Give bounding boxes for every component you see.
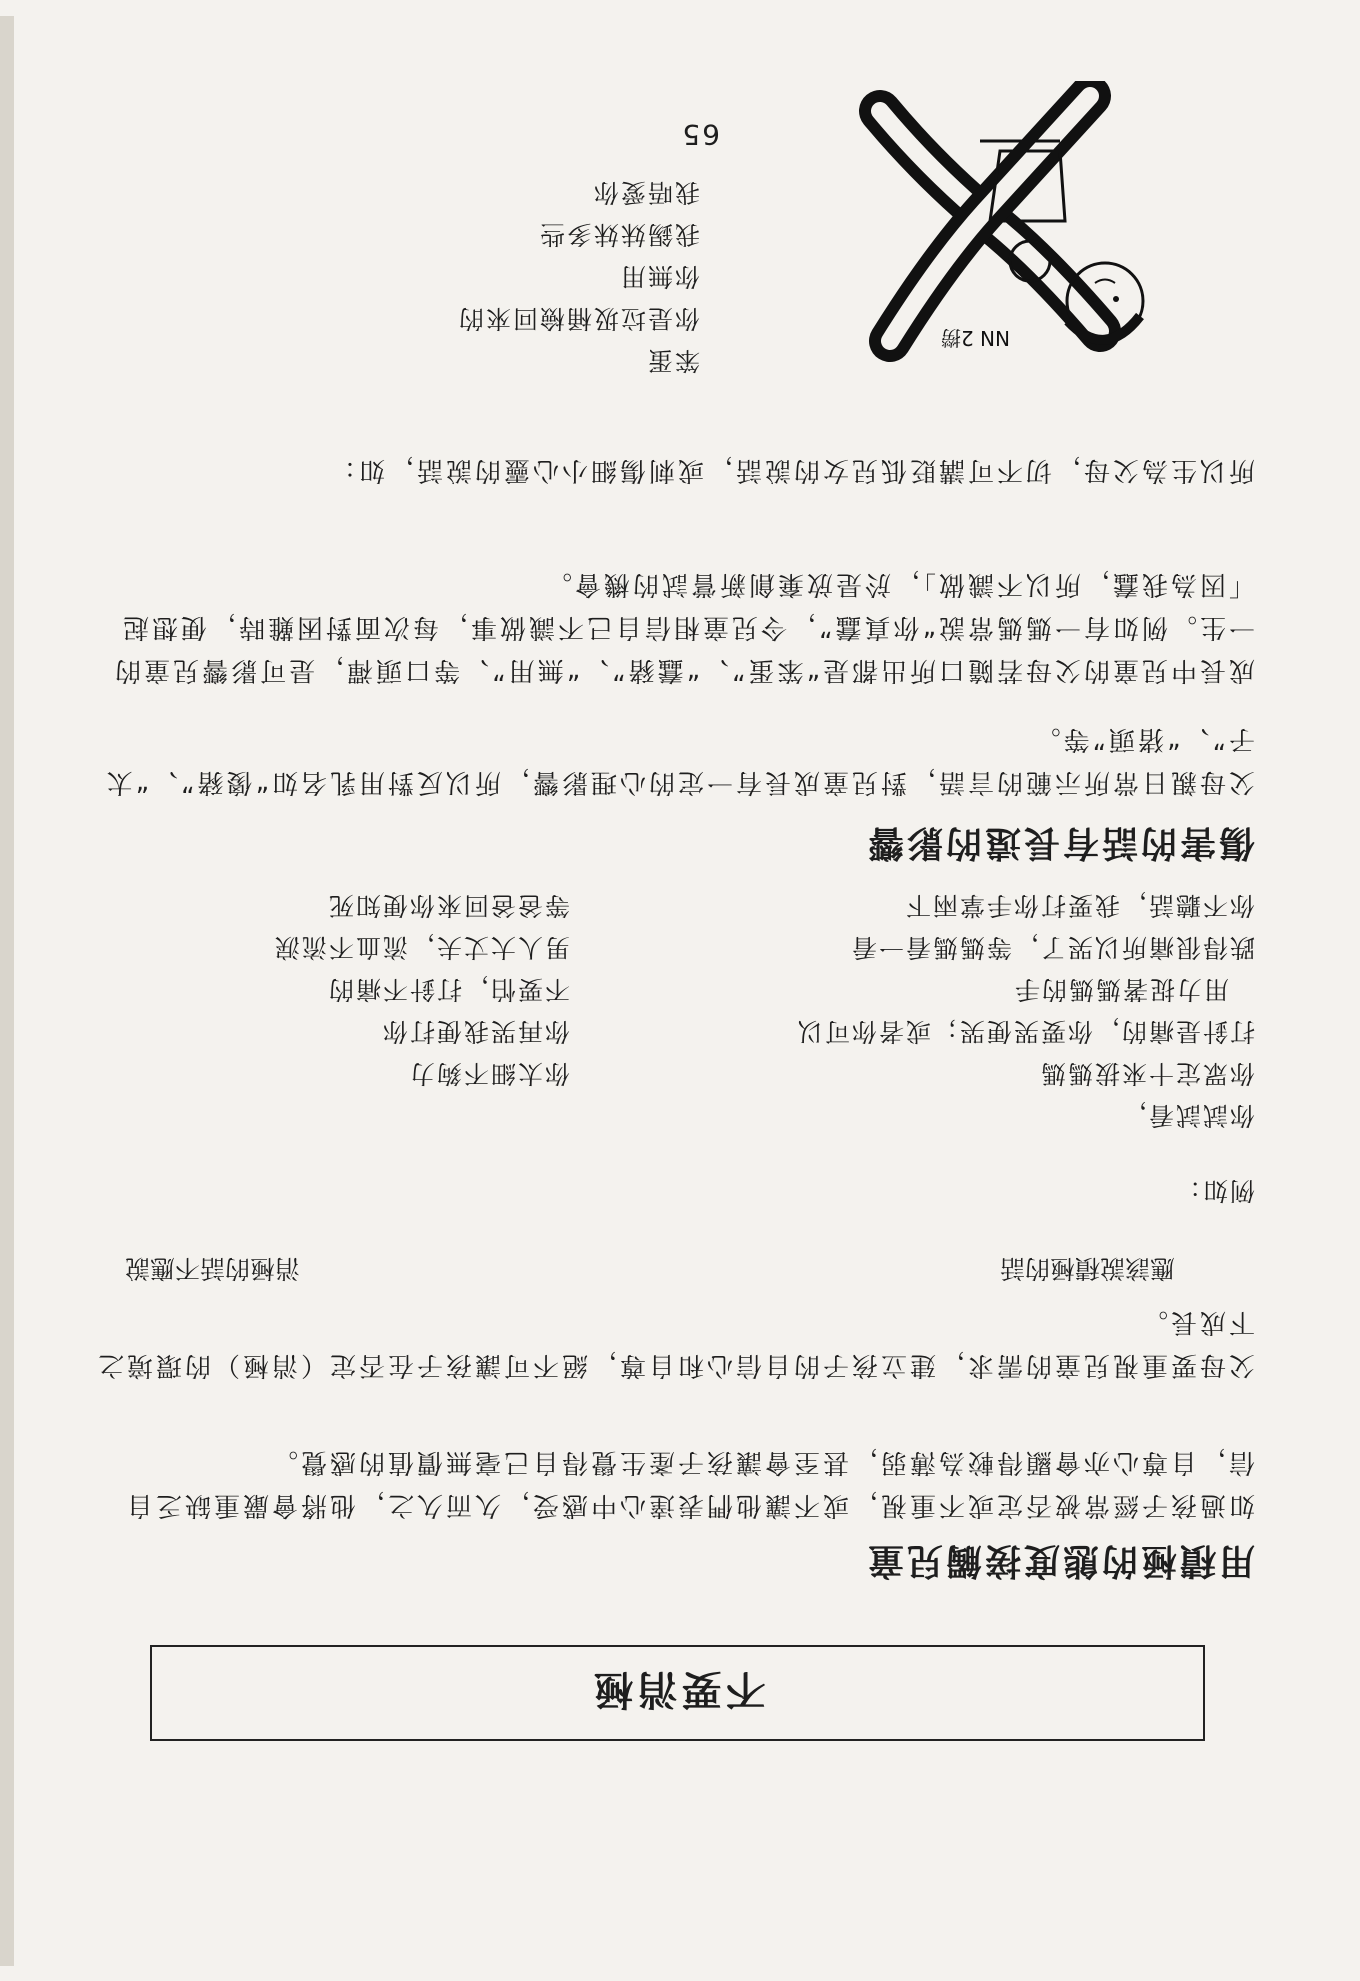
list-item: 我錫妹妹多些 xyxy=(537,220,700,249)
section2-para3: 所以生為父母，切不可講貶低兒女的說話，或刺傷細小心靈的說話，如： xyxy=(326,455,1255,485)
cartoon-illustration xyxy=(850,81,1160,371)
list-item: 用力捉著媽媽的手 xyxy=(1012,975,1229,1004)
list-item: 等爸爸回來你便知死 xyxy=(326,891,570,920)
section2-para1: 父母親日常所示範的言語，對兒童成長有一定的心理影響，所以反對用乳名如“傻豬”、“太子”、“猪頭”等。 xyxy=(103,724,1255,797)
section1-para1: 如過孩子經常被否定或不重視，或不讓他們表達心中感受，久而久之，他將會嚴重缺乏自信，自尊心亦會顯得較為薄弱，甚至會讓孩子產生覺得自己毫無價值的感覺。 xyxy=(123,1447,1255,1520)
section2-heading: 傷害的話有長遠的影響 xyxy=(864,822,1255,863)
list-item: 你眾定十來拔媽媽 xyxy=(1038,1059,1255,1088)
list-item: 你不聽話，我要打你手掌兩下 xyxy=(903,891,1255,920)
list-item: 你是垃圾桶檢回來的 xyxy=(456,304,700,333)
list-item: 你再哭我便打你 xyxy=(380,1017,570,1046)
hurtful-phrase-list xyxy=(457,171,700,381)
page-title: 不要消極 xyxy=(589,1666,766,1713)
list-item: 打針是痛的，你要哭便哭；或者你可以 xyxy=(795,1017,1255,1046)
list-item: 我唔愛你 xyxy=(591,178,700,207)
list-item: 笨蛋 xyxy=(645,346,700,375)
section2-para2: 成長中兒童的父母若隨口所出都是“笨蛋”、“蠢豬”、“無用”、等口頭禪，是可影響兒童的一生。例如有一媽媽常說“你真蠢”，令兒童相信自己不識做事，每次面對困難時，便想起「因為我蠢，所以不識做」，於是放棄創新嘗試的機會。 xyxy=(112,569,1255,685)
title-box xyxy=(150,1645,1205,1741)
section1-para2: 父母要重視兒童的需求，建立孩子的自信心和自尊，絕不可讓孩子在否定（消極）的環境之下成長。 xyxy=(94,1307,1255,1380)
negative-phrase-list xyxy=(273,884,570,1094)
list-item: 你試試看， xyxy=(1119,1101,1255,1130)
list-item: 不要怕，打針不痛的 xyxy=(326,975,570,1004)
negative-column-header: 消極的話不應說 xyxy=(125,1254,301,1283)
positive-phrase-list xyxy=(796,884,1255,1136)
example-label: 例如： xyxy=(1173,1176,1255,1205)
list-item: 你無用 xyxy=(618,262,700,291)
cross-mark-icon xyxy=(850,81,1160,371)
list-item: 男人大丈夫，流血不流淚 xyxy=(272,933,570,962)
section1-heading: 用積極的態度接觸兒童 xyxy=(864,1540,1255,1581)
illustration-caption: NN 2撈 xyxy=(940,326,1010,350)
comparison-headers xyxy=(125,1252,1175,1288)
list-item: 跌得很痛所以哭了，等媽媽看一看 xyxy=(849,933,1255,962)
positive-column-header: 應該說積極的話 xyxy=(999,1254,1175,1283)
page-number: 65 xyxy=(680,118,720,151)
list-item: 你太細不夠力 xyxy=(407,1059,570,1088)
